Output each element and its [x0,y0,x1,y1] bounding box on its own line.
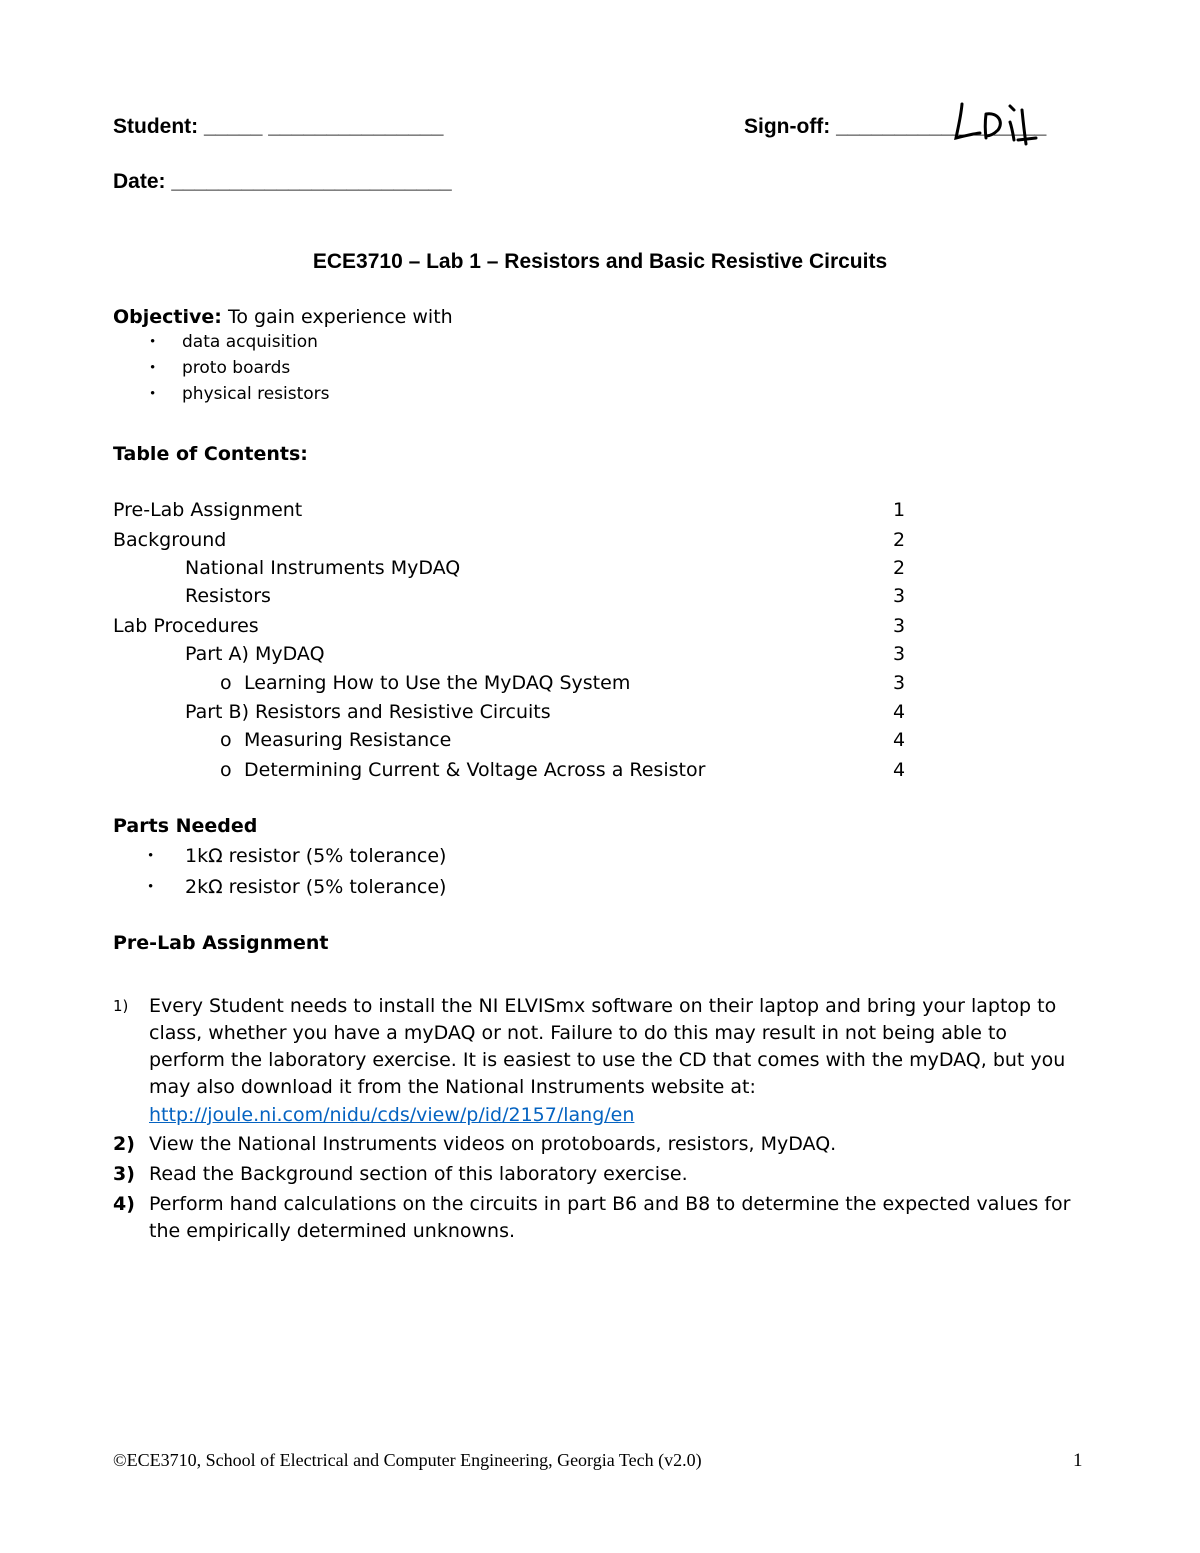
parts-item: 1kΩ resistor (5% tolerance) [185,845,447,867]
prelab-item-line: Perform hand calculations on the circuits in part B6 and B8 to determine the expected values for [149,1193,1071,1215]
objective-label: Objective: [113,306,222,328]
prelab-item-marker: 2) [113,1133,135,1155]
objective-item: proto boards [182,358,291,378]
toc-entry-label: Resistors [185,585,271,607]
page-title: ECE3710 – Lab 1 – Resistors and Basic Resistive Circuits [312,250,888,273]
prelab-item-line: the empirically determined unknowns. [149,1220,516,1242]
objective [113,306,453,328]
toc-entry-page: 3 [893,585,906,607]
signoff-label: Sign-off: [744,115,831,138]
prelab-heading: Pre-Lab Assignment [113,932,329,954]
bullet-icon: • [150,386,156,402]
prelab-item-line: Every Student needs to install the NI ELVISmx software on their laptop and bring your laptop to [149,995,1057,1017]
date-blank: ________________________ [171,170,452,193]
bullet-icon: • [148,879,154,895]
page-number: 1 [1073,1450,1083,1471]
date-field [113,170,452,194]
student-field [113,115,443,139]
toc-entry-page: 3 [893,615,906,637]
toc-entry-page: 3 [893,672,906,694]
prelab-item-line: perform the laboratory exercise. It is easiest to use the CD that comes with the myDAQ, but you [149,1049,1066,1071]
prelab-item-marker: 3) [113,1163,135,1185]
bullet-icon: • [150,360,156,376]
toc-entry-label: Determining Current & Voltage Across a Resistor [244,759,706,781]
toc-entry-page: 3 [893,643,906,665]
toc-entry-page: 2 [893,557,906,579]
toc-entry-label: National Instruments MyDAQ [185,557,461,579]
toc-entry-page: 2 [893,529,906,551]
toc-entry-label: Lab Procedures [113,615,259,637]
toc-sub-marker: o [220,729,232,751]
signoff-blank: __________________ [836,115,1047,138]
signature [952,96,1042,153]
prelab-item-line: may also download it from the National Instruments website at: [149,1076,756,1098]
toc-heading: Table of Contents: [113,443,308,465]
prelab-item-line: class, whether you have a myDAQ or not. Failure to do this may result in not being able to [149,1022,1008,1044]
signature-mark [952,96,1042,148]
prelab-item-marker: 4) [113,1193,135,1215]
objective-item: physical resistors [182,384,330,404]
toc-entry-page: 4 [893,759,906,781]
prelab-item-marker: 1) [113,997,129,1015]
date-label: Date: [113,170,166,193]
bullet-icon: • [148,848,154,864]
toc-entry-label: Part B) Resistors and Resistive Circuits [185,701,551,723]
bullet-icon: • [150,334,156,350]
prelab-item-line: View the National Instruments videos on protoboards, resistors, MyDAQ. [149,1133,837,1155]
parts-heading: Parts Needed [113,815,258,837]
toc-entry-label: Pre-Lab Assignment [113,499,303,521]
student-blank: _____ _______________ [204,115,444,138]
parts-item: 2kΩ resistor (5% tolerance) [185,876,447,898]
toc-entry-label: Learning How to Use the MyDAQ System [244,672,631,694]
toc-sub-marker: o [220,672,232,694]
student-label: Student: [113,115,199,138]
toc-entry-label: Background [113,529,227,551]
toc-sub-marker: o [220,759,232,781]
toc-entry-page: 1 [893,499,906,521]
toc-entry-label: Measuring Resistance [244,729,452,751]
ni-download-link[interactable]: http://joule.ni.com/nidu/cds/view/p/id/2157/lang/en [149,1104,635,1126]
objective-text: To gain experience with [227,306,453,328]
toc-entry-page: 4 [893,701,906,723]
toc-entry-page: 4 [893,729,906,751]
footer-text: ©ECE3710, School of Electrical and Computer Engineering, Georgia Tech (v2.0) [113,1450,702,1470]
prelab-item-line: Read the Background section of this laboratory exercise. [149,1163,688,1185]
objective-item: data acquisition [182,332,318,352]
toc-entry-label: Part A) MyDAQ [185,643,325,665]
